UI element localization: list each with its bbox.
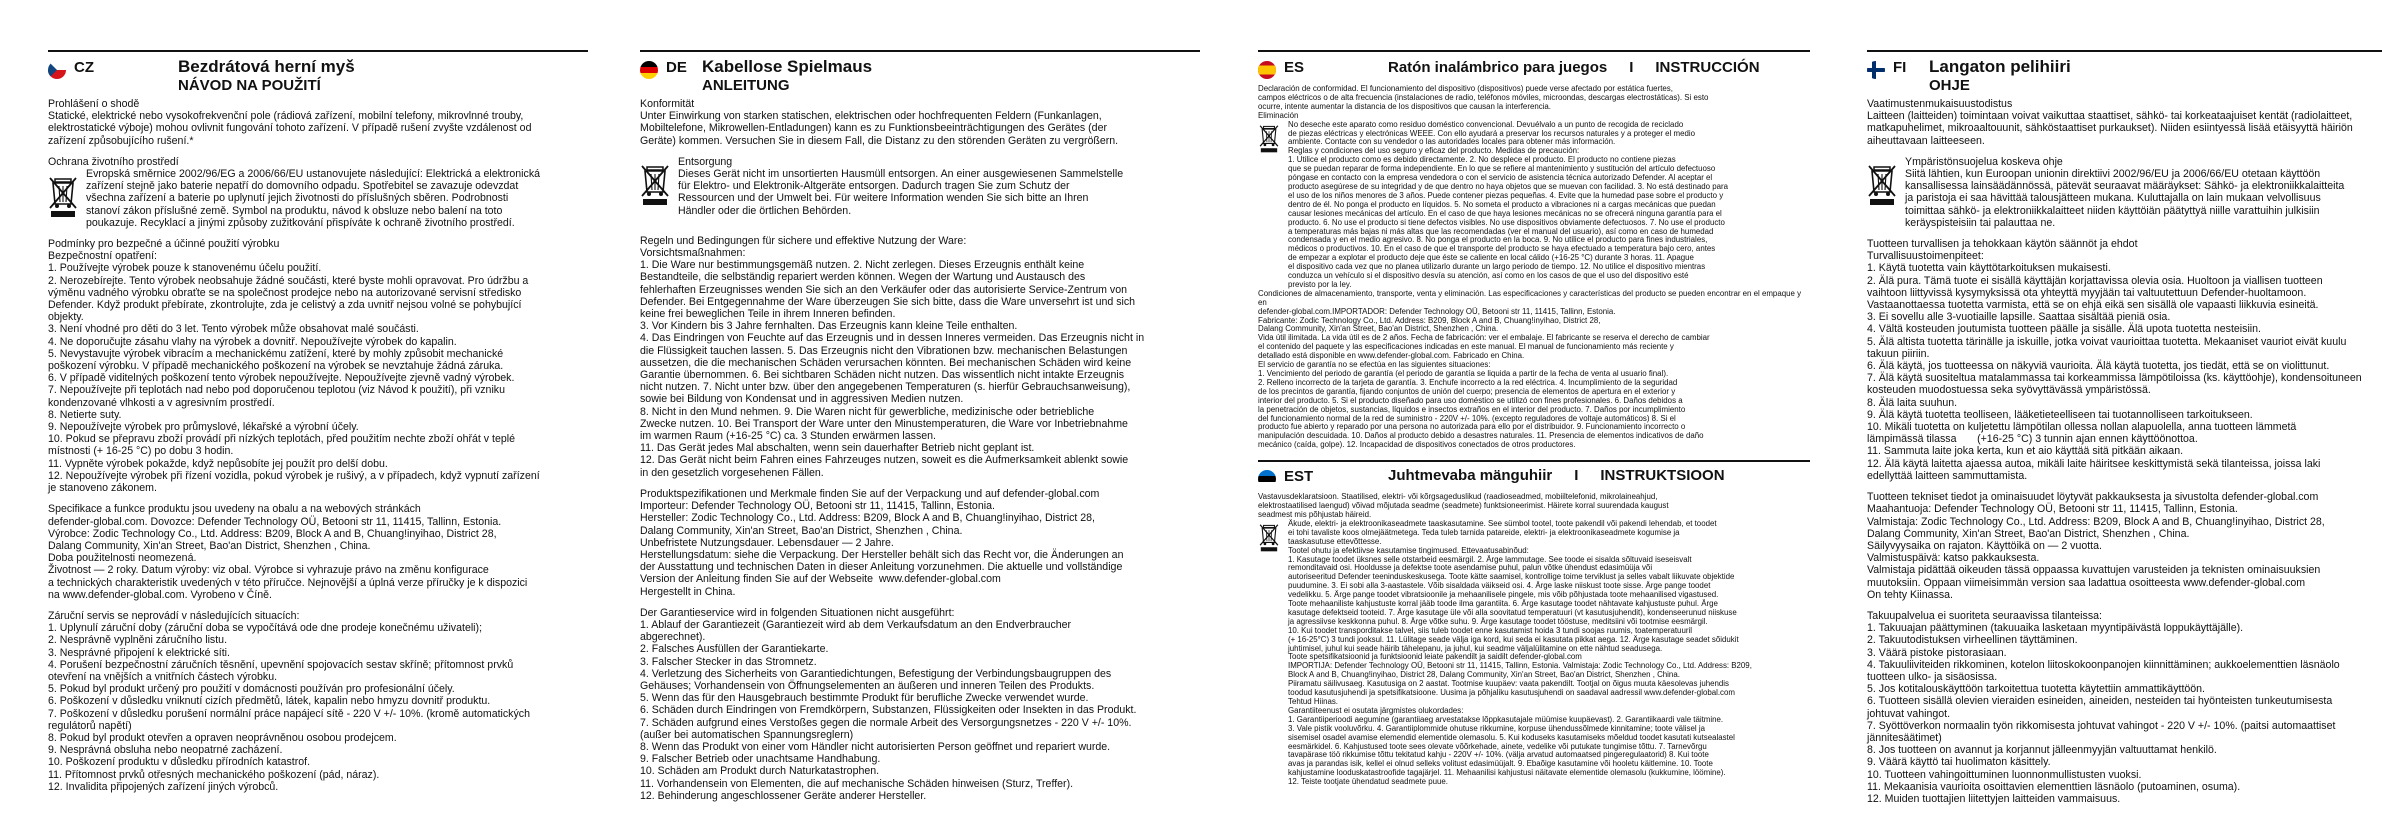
- crossed-out-bin-icon: [1867, 162, 1897, 206]
- safety-text: Regeln und Bedingungen für sichere und effektive Nutzung der Ware: Vorsichtsmaßnahmen: 1. Die Ware nur bestimmungsgemäß nutzen. 2. Nicht zerlegen. Dieses Erzeugnis enthält keine Bestandteile, die selbständig repariert werden können. Wegen der Wartung und Austausch des fehlerhaften Erzeugnisses wenden Sie sich an den Verkäufer oder das autorisierte Service-Zentrum von Defender. Bei Entgegennahme der Ware überzeugen Sie sich bitte, dass die Ware unversehrt ist und sich keine frei beweglichen Teile in ihrem Inneren befinden. 3. Vor Kindern bis 3 Jahre fernhalten. Das Erzeugnis kann kleine Teile enthalten. 4. Das Eindringen von Feuchte auf das Erzeugnis und in dessen Inneres vermeiden. Das Erzeugnis nicht in die Flüssigkeit tauchen lassen. 5. Das Erzeugnis nicht den Vibrationen bzw. mechanischen Belastungen aussetzen, die die mechanischen Schäden verursachen könnten. Bei mechanischen Schäden wird keine Garantie übernommen. 6. Bei sichtbaren Schäden nicht nutzen. Das wissentlich nicht intakte Erzeugnis nicht nutzen. 7. Nicht unter bzw. über den angegebenen Temperaturen (s. hierfür Gebrauchsanweisung), sowie bei Bildung von Kondensat und in aggressiven Medien nutzen. 8. Nicht in den Mund nehmen. 9. Die Waren nicht für gewerbliche, medizinische oder betriebliche Zwecke nutzen. 10. Bei Transport der Ware unter den Minustemperaturen, die Ware vor Inbetriebnahme im warmen Raum (+16-25 °C) ca. 3 Stunden erwärmen lassen. 11. Das Gerät jedes Mal abschalten, wenn sein dauerhafter Betrieb nicht geplant ist. 12. Das Gerät nicht beim Fahren eines Fahrzeuges nutzen, soweit es die Aufmerksamkeit ablenkt sowie in den gesetzlich vorgesehenen Fällen.: [640, 234, 1145, 479]
- crossed-out-bin-icon: [1258, 123, 1280, 153]
- environment-text: Evropská směrnice 2002/96/EG a 2006/66/EU ustanovujete následující: Elektrická a elektronická zařízení stejně jako baterie nepatří do domovního odpadu. Spotřebitel se zavazuje odevzdat všechna zařízení a baterie po uplynutí jejich životnosti do příslušných sběren. Podrobnosti stanoví zákon příslušné země. Symbol na produktu, návod k obsluze nebo balení na toto poukazuje. Recyklací a jinými způsoby zužitkování přispíváte k ochraně životního prostředí.: [86, 168, 541, 229]
- section-header: [48, 50, 588, 92]
- german-flag-icon: [640, 61, 658, 79]
- manual-subtitle: INSTRUKTSIOON: [1600, 467, 1725, 485]
- environment-text: Ympäristönsuojelua koskeva ohje Siitä lähtien, kun Euroopan unionin direktiivi 2002/96/EU ja 2006/66/EU otetaan käyttöön kansallisessa lainsäädännössä, pätevät seuraavat määräykset: Sähkö- ja elektroniikkalaitteita ja paristoja ei saa hävittää talousjätteen mukana. Kuluttajalla on lain mukaan velvollisuus toimittaa sähkö- ja elektroniikkalaitteet niiden käyttöiän päätyttyä niille varattuihin julkisiin keräyspisteisiin tai palauttaa ne.: [1905, 155, 2345, 229]
- specs-text: Produktspezifikationen und Merkmale finden Sie auf der Verpackung und auf defender-global.com Importeur: Defender Technology OÜ, Betooni str 11, 11415, Tallinn, Estonia. Hersteller: Zodic Technology Co., Ltd. Address: B209, Block A and B, Chuang!inyihao, District 28, Dalang Community, Xin'an Street, Bao'an District, Shenzhen , China. Unbefristete Nutzungsdauer. Lebensdauer — 2 Jahre. Herstellungsdatum: siehe die Verpackung. Der Hersteller behält sich das Recht vor, die Änderungen an der Ausstattung und technischen Daten in dieser Anleitung vorzunehmen. Die aktuelle und vollständige Version der Anleitung finden Sie auf der Webseite www.defender-global.com Hergestellt in China.: [640, 487, 1124, 598]
- section-body: [1258, 85, 1810, 450]
- title-line: [1388, 467, 1725, 484]
- product-title: Juhtmevaba mänguhiir: [1388, 467, 1553, 485]
- environment-block: [48, 168, 588, 229]
- section-cz: [48, 50, 588, 793]
- language-code: CZ: [74, 59, 94, 76]
- specs-text: Tuotteen tekniset tiedot ja ominaisuudet löytyvät pakkauksesta ja sivustolta defender-global.com Maahantuoja: Defender Technology OÜ, Betooni str 11, 11415, Tallinn, Estonia. Valmistaja: Zodic Technology Co., Ltd. Address: B209, Block A and B, Chuang!inyihao, District 28, Dalang Community, Xin'an Street, Bao'an District, Shenzhen , China. Säilyvyysaika on rajaton. Käyttöikä on — 2 vuotta. Valmistuspäivä: katso pakkauksesta. Valmistaja pidättää oikeuden tässä oppaassa kuvattujen varusteiden ja teknisten ominaisuuksien muutoksiin. Oppaan viimeisimmän version saa ladattua osoitteesta www.defender-global.com On tehty Kiinassa.: [1867, 491, 2325, 601]
- environment-heading: Ochrana životního prostředí: [48, 155, 179, 168]
- section-body-est: [1258, 493, 1810, 787]
- section-body: [1867, 98, 2365, 805]
- product-title: Bezdrátová herní myš: [178, 57, 355, 76]
- environment-block: [640, 156, 1200, 217]
- crossed-out-bin-icon: [640, 162, 670, 206]
- section-header: [1258, 50, 1810, 82]
- specs-warranty-text: Condiciones de almacenamiento, transporte, venta y eliminación. Las especificaciones y características del producto se pueden encontrar en el empaque y en defender-global.com.IMPORTADOR: Defender Technology OÜ, Betooni str 11, 11415, Tallinn, Estonia. Fabricante: Zodic Technology Co., Ltd. Address: B209, Block A and B, Chuang!inyihao, District 28, Dalang Community, Xin'an Street, Bao'an District, Shenzhen , China. Vida útil ilimitada. La vida útil es de 2 años. Fecha de fabricación: ver el embalaje. El fabricante se reserva el derecho de cambiar el contenido del paquete y las especificaciones indicadas en este manual. El manual de funcionamiento más reciente y detallado está disponible en www.defender-global.com. Fabricado en China. El servicio de garantía no se efectúa en las siguientes situaciones: 1. Vencimiento del periodo de garantía (el periodo de garantía se liquida a partir de la fecha de venta al usuario final). 2. Relleno incorrecto de la tarjeta de garantía. 3. Enchufe incorrecto a la red eléctrica. 4. Incumplimiento de la seguridad de los precintos de garantía, fijando conjuntos de unión del cuerpo; presencia de elementos de apertura en el exterior y interior del producto. 5. Si el producto diseñado para uso doméstico se utilizó con fines profesionales. 6. Daños debidos a la penetración de objetos, sustancias, líquidos e insectos extraños en el interior del producto. 7. Daños por incumplimiento del funcionamiento normal de la red de suministro - 220V +/- 10%. (excepto reguladores de voltaje automáticos) 8. Si el producto fue abierto y reparado por una persona no autorizada para ello por el distribuidor. 9. Funcionamiento incorrecto o manipulación descuidada. 10. Daños al producto debido a desastres naturales. 11. Presencia de elementos indicativos de daño mecánico (caída, golpe). 12. Incapacidad de dispositivos conectados de otros productores.: [1258, 288, 1802, 450]
- environment-text: Äkude, elektri- ja elektroonikaseadmete taaskasutamine. See sümbol tootel, toote pakendil või pakendi lehendab, et toodet ei tohi tavaliste koos olmejäätmetega. Teda tuleb tarnida patareide, elektri- ja elektroonikaseadmete kogumise ja taaskasutuse ettevõttesse. Tootel ohutu ja efektiivse kasutamise tingimused. Ettevaatusabinõud: 1. Kasutage toodet üksnes selle otstarbeid eesmärgil. 2. Ärge lammutage. See toode ei sisalda sõltuvaid iseseisvalt remonditavaid osi. Hooldusse ja defektse toote asendamise puhul, palun võtke ühendust edasimüüja või autoriseeritud Defender teeninduskeskusega. Toote kätte saamisel, kontrollige toime terviklust ja selles vabalt liikuvate objektide puudumine. 3. Ei sobi alla 3-aastastele. Võib sisaldada väikseid osi. 4. Ärge laske niiskust toote sisse. Ärge pange toodet vedelikku. 5. Ärge pange toodet vibratsioonile ja mehaanilisele pingele, mis võib põhjustada toote mehaanilised vigastused. Toote mehaaniliste kahjustuste korral jääb toode ilma garantiita. 6. Ärge kasutage toodet nähtavate kahjustuste puhul. Ärge kasutage defektseid tooteid. 7. Ärge kasutage üle või alla soovitatud temperatuuri (vt kasutusjuhendit), kondenseerunud niiskuse ja agressiivse keskkonna puhul. 8. Ärge võtke suhu. 9. Ärge kasutage toodet tööstuse, meditsiini või tootmise eesmärgil. 10. Kui toodet transporditakse talvel, siis tuleb toodet enne kasutamist hoida 3 tundi soojas ruumis, toatemperatuuril (+ 16-25°C) 3 tundi jooksul. 11. Lülitage seade välja iga kord, kui seda ei kasutata pikkat aega. 12. Ärge kasutage seadet sõidukit juhtimisel, juhul kui seade häirib tähelepanu, ja juhul, kui seadme väljalülitamine on ette nähtud seadusega. Toote spetsifikatsioonid ja funktsioonid leiate pakendilt ja saidilt defender-global.com IMPORTIJA: Defender Technology OÜ, Betooni str 11, 11415, Tallinn, Estonia. Valmistaja: Zodic Technology Co., Ltd. Address: B209, Block A and B, Chuang!inyihao, District 28, Dalang Community, Xin'an Street, Bao'an District, Shenzhen , China. Piiramatu säilivusaeg. Kasutusiga on 2 aastat. Tootmise kuupäev: vaata pakendilt. Tootjal on õigus muuta käesolevas juhendis toodud kasutusjuhendi ja spetsifikatsioone. Uusima ja põhjaliku kasutusjuhendi on saadaval aadressil www.defender-global.com Tehtud Hiinas. Garantiiteenust ei osutata järgmistes olukordades: 1. Garantiiperioodi aegumine (garantiiaeg arvestatakse lõppkasutajale müümise kuupäevast). 2. Garantiikaardi vale täitmine. 3. Vale pistik vooluvõrku. 4. Garantiiplommide ohutuse rikkumine, korpuse ühendussõlmede kinnitamine; toote välisel ja sisemisel osadel avamise elemendid elementide olemasolu. 5. Kui koduseks kasutamiseks mõeldud toodet kasutati kutsealastel eesmärkidel. 6. Kahjustused toote sees olevate võõrkehade, ainete, vedelike või putukate tungimise tõttu. 7. Tarnevõrgu tavapärase töö rikkumise tõttu tekitatud kahju - 220V +/- 10%. (välja arvatud automaatsed pingeregulaatorid) 8. Kui toote avas ja parandas isik, kellel ei olnud selleks volitust edasimüüjalt. 9. Ebaõige kasutamine või hooletu käitlemine. 10. Toote kahjustamine looduskatastroofide tagajärjel. 11. Mehaanilisi kahjustusi näitavate elementide olemasolu (kukkumine, löömine). 12. Teiste tootjate ühendatud seadmete puue.: [1288, 518, 1752, 787]
- section-header: [1867, 50, 2382, 92]
- manual-subtitle: OHJE: [1929, 77, 1970, 94]
- title-separator: I: [1574, 467, 1579, 485]
- section-es: [1258, 50, 1810, 787]
- section-header-est: [1258, 460, 1810, 490]
- language-code: FI: [1893, 59, 1907, 76]
- language-code: EST: [1284, 468, 1314, 486]
- environment-text: Entsorgung Dieses Gerät nicht im unsortierten Hausmüll entsorgen. An einer ausgewiesenen Sammelstelle für Elektro- und Elektronik-Altgeräte entsorgen. Dadurch tragen Sie zum Schutz der Ressourcen und der Umwelt bei. Für weitere Information wenden Sie sich bitte an Ihren Händler oder die örtlichen Behörden.: [678, 155, 1124, 217]
- crossed-out-bin-icon: [48, 174, 78, 218]
- crossed-out-bin-icon: [1258, 522, 1280, 552]
- title-separator: I: [1629, 59, 1634, 76]
- section-fi: [1867, 50, 2382, 805]
- environment-block: [1867, 156, 2365, 229]
- product-title: Ratón inalámbrico para juegos: [1388, 59, 1608, 76]
- product-title: Langaton pelihiiri: [1929, 57, 2071, 76]
- title-line: [1388, 59, 1760, 76]
- environment-block: [1258, 520, 1810, 787]
- warranty-text: Záruční servis se neprovádí v následujících situacích: 1. Uplynulí záruční doby (záruční doba se vypočítává ode dne prodeje konečnému uživateli); 2. Nesprávně vyplněni záručního listu. 3. Nesprávné připojení k elektrické síti. 4. Porušení bezpečnostní záručních těsnění, upevnění spojovacích sestav skříně; přítomnost prvků otevření na vnějších a vnitřních částech výrobku. 5. Pokud byl produkt určený pro použití v domácnosti používán pro profesionální účely. 6. Poškození v důsledku vniknutí cizích předmětů, látek, kapalin nebo hmyzu dovnitř produktu. 7. Poškození v důsledku porušení normální práce napájecí sítě - 220 V +/- 10%. (kromě automatických regulátorů napětí) 8. Pokud byl produkt otevřen a opraven neoprávněnou osobou prodejcem. 9. Nesprávná obsluha nebo neopatrné zacházení. 10. Poškození produktu v důsledku přírodních katastrof. 11. Přítomnost prvků otřesných mechanického poškození (pád, náraz). 12. Invalidita připojených zařízení jiných výrobců.: [48, 609, 530, 793]
- section-body: [640, 98, 1200, 802]
- conformity-text: Vastavusdeklaratsioon. Staatilised, elektri- või kõrgsageduslikud (raadioseadmed, mobiiltelefonid, mikrolaineahjud, elektrostaatilised laengud) võivad mõjutada seadme (seadmete) funktsioneerimist. Häirete korral suurendada kaugust seadmest mis põhjustab häireid.: [1258, 492, 1669, 519]
- section-body: [48, 98, 588, 793]
- environment-text: No deseche este aparato como residuo doméstico convencional. Devuélvalo a un punto de recogida de reciclado de piezas eléctricas y electrónicas WEEE. Con ello ayudará a preservar los recursos naturales y a proteger el medio ambiente. Contacte con su vendedor o las autoridades locales para obtener más información. Reglas y condiciones del uso seguro y eficaz del producto. Medidas de precaución: 1. Utilice el producto como es debido directamente. 2. No desplece el producto. El producto no contiene piezas que se puedan reparar de forma independiente. En lo que se refiere al mantenimiento y sustitución del artículo defectuoso póngase en contacto con la empresa vendedora o con el servicio de asistencia técnica autorizado Defender. Al aceptar el producto asegúrese de su integridad y de que dentro no haya objetos que se muevan con facilidad. 3. No está destinado para el uso de los niños menores de 3 años. Puede contener piezas pequeñas. 4. Evite que la humedad pase sobre el producto y dentro de él. No ponga el producto en líquidos. 5. No someta el producto a vibraciones ni a cargas mecánicas que puedan causar lesiones mecánicas del artículo. En el caso de que haya lesiones mecánicas no se ofrecerá ninguna garantía para el producto. 6. No use el producto si tiene defectos visibles. No use dispositivos obviamente defectuosos. 7. No use el producto a temperaturas más bajas ni más altas que las recomendadas (ver el manual del usuario), así como en caso de humedad condensada y en el medio agresivo. 8. No ponga el producto en la boca. 9. No utilice el producto para fines industriales, médicos o productivos. 10. En el caso de que el transporte del producto se haya efectuado a temperatura bajo cero, antes de empezar a explotar el producto deje que éste se caliente en local cálido (+16-25 °C) durante 3 horas. 11. Apague el dispositivo cada vez que no planea utilizarlo durante un largo periodo de tiempo. 12. No utilice el dispositivo mientras conduzca un vehículo si el dispositivo desvía su atención, así como en los casos de que el uso del dispositivo esté previsto por la ley.: [1288, 119, 1728, 289]
- czech-flag-icon: [48, 61, 66, 79]
- specs-text: Specifikace a funkce produktu jsou uvedeny na obalu a na webových stránkách defender-global.com. Dovozce: Defender Technology OÜ, Betooni str 11, 11415, Tallinn, Estonia. Výrobce: Zodic Technology Co., Ltd. Address: B209, Block A and B, Chuang!inyihao, District 28, Dalang Community, Xin'an Street, Bao'an District, Shenzhen , China. Doba použitelnosti neomezená. Životnost — 2 roky. Datum výroby: viz obal. Výrobce si vyhrazuje právo na změnu konfigurace a technických charakteristik uvedených v této příručce. Nejnovější a úplná verze příručky je k dispozici na www.defender-global.com. Vyrobeno v Číně.: [48, 503, 528, 601]
- conformity-text: Declaración de conformidad. El funcionamiento del dispositivo (dispositivos) puede verse afectado por estática fuertes, campos eléctricos o de alta frecuencia (instalaciones de radio, teléfonos móviles, microondas, descargas electrostáticas). Si esto ocurre, intente aumentar la distancia de los dispositivos que causan la interferencia. Eliminación: [1258, 84, 1709, 120]
- warranty-text: Takuupalvelua ei suoriteta seuraavissa tilanteissa: 1. Takuuajan päättyminen (takuuaika lasketaan myyntipäivästä loppukäyttäjälle). 2. Takuutodistuksen virheellinen täyttäminen. 3. Väärä pistoke pistorasiaan. 4. Takuuliiviteiden rikkominen, kotelon liitoskokoonpanojen kiinnittäminen; aukkoelementtien läsnäolo tuotteen ulko- ja sisäosissa. 5. Jos kotitalouskäyttöön tarkoitettua tuotetta käytettiin ammattikäyttöön. 6. Tuotteen sisällä olevien vieraiden esineiden, aineiden, nesteiden tai hyönteisten tunkeutumisesta johtuvat vahingot. 7. Syöttöverkon normaalin työn rikkomisesta johtuvat vahingot - 220 V +/- 10%. (paitsi automaattiset jännitesäätimet) 8. Jos tuotteen on avannut ja korjannut jälleenmyyjän valtuuttamat henkilö. 9. Väärä käyttö tai huolimaton käsittely. 10. Tuotteen vahingoittuminen luonnonmullistusten vuoksi. 11. Mekaanisia vaurioita osoittavien elementtien läsnäolo (putoaminen, osuma). 12. Muiden tuottajien liitettyjen laitteiden vammaisuus.: [1867, 609, 2340, 805]
- language-code: ES: [1284, 59, 1305, 76]
- section-de: [640, 50, 1200, 802]
- safety-text: Tuotteen turvallisen ja tehokkaan käytön säännöt ja ehdot Turvallisuustoimenpiteet: 1. Käytä tuotetta vain käyttötarkoituksen mukaisesti. 2. Älä pura. Tämä tuote ei sisällä käyttäjän korjattavissa olevia osia. Huoltoon ja viallisen tuotteen vaihtoon liittyvissä kysymyksissä ota yhteyttä myyjään tai valtuutettuun Defender-huoltamoon. Vastaanottaessa tuotetta varmista, että se on ehjä eikä sen sisällä ole vapaasti liikkuvia esineitä. 3. Ei sovellu alle 3-vuotiaille lapsille. Saattaa sisältää pieniä osia. 4. Vältä kosteuden joutumista tuotteen päälle ja sisälle. Älä upota tuotetta nesteisiin. 5. Älä altista tuotetta tärinälle ja iskuille, jotka voivat vaurioittaa tuotetta. Mekaaniset vauriot eivät kuulu takuun piiriin. 6. Älä käytä, jos tuotteessa on näkyviä vaurioita. Älä käytä tuotetta, jos tiedät, että se on violittunut. 7. Älä käytä suositeltua matalammassa tai korkeammissa lämpötiloissa (ks. käyttöohje), kondensoituneen kosteuden muodostuessa seka syövyttävässä ympäristössä. 8. Älä laita suuhun. 9. Älä käytä tuotetta teolliseen, lääketieteelliseen tai tuotannolliseen tarkoitukseen. 10. Mikäli tuotetta on kuljetettu lämpötilan ollessa nollan alapuolella, anna tuotteen lämmetä lämpimässä tilassa (+16-25 °C) 3 tunnin ajan ennen käyttöönottoa. 11. Sammuta laite joka kerta, kun et aio käyttää sitä pitkään aikaan. 12. Älä käytä laitetta ajaessa autoa, mikäli laite häiritsee keskittymistä sekä tilanteissa, joissa laki edellyttää laitteen sammuttamista.: [1867, 238, 2362, 482]
- conformity-text: Vaatimustenmukaisuustodistus Laitteen (laitteiden) toimintaan voivat vaikuttaa staattiset, sähkö- tai korkeataajuiset kentät (radiolaitteet, matkapuhelimet, mikroaaltouunit, sähköstaattiset purkaukset). Niiden esiintyessä lisää etäisyyttä häiriön aiheuttavaan laitteeseen.: [1867, 98, 2353, 147]
- language-code: DE: [666, 59, 687, 76]
- estonian-flag-icon: [1258, 470, 1276, 488]
- manual-subtitle: ANLEITUNG: [702, 77, 790, 94]
- conformity-text: Konformität Unter Einwirkung von starken statischen, elektrischen oder hochfrequenten Feldern (Funkanlagen, Mobiltelefone, Mikrowellen-Entladungen) kann es zu Funktionsbeeinträchtigungen des Gerätes (der Geräte) kommen. Versuchen Sie in diesem Fall, die Distanz zu den störenden Geräten zu vergrößern.: [640, 98, 1119, 147]
- product-title: Kabellose Spielmaus: [702, 57, 873, 76]
- spanish-flag-icon: [1258, 61, 1276, 79]
- warranty-text: Der Garantieservice wird in folgenden Situationen nicht ausgeführt: 1. Ablauf der Garantiezeit (Garantiezeit wird ab dem Verkaufsdatum an den Endverbraucher abgerechnet). 2. Falsches Ausfüllen der Garantiekarte. 3. Falscher Stecker in das Stromnetz. 4. Verletzung des Sicherheits von Garantiedichtungen, Befestigung der Verbindungsbaugruppen des Gehäuses; Vorhandensein von Öffnungselementen an äußeren und inneren Teilen des Produkts. 5. Wenn das für den Hausgebrauch bestimmte Produkt für berufliche Zwecke verwendet wurde. 6. Schäden durch Eindringen von Fremdkörpern, Substanzen, Flüssigkeiten oder Insekten in das Produkt. 7. Schäden aufgrund eines Verstoßes gegen die normale Arbeit des Versorgungsnetzes - 220 V +/- 10%. (außer bei automatischen Spannungsreglern) 8. Wenn das Produkt von einer vom Händler nicht autorisierten Person geöffnet und repariert wurde. 9. Falscher Betrieb oder unachtsame Handhabung. 10. Schäden am Produkt durch Naturkatastrophen. 11. Vorhandensein von Elementen, die auf mechanische Schäden hinweisen (Sturz, Treffer). 12. Behinderung angeschlossener Geräte anderer Hersteller.: [640, 606, 1137, 802]
- manual-subtitle: NÁVOD NA POUŽITÍ: [178, 77, 321, 94]
- section-header: [640, 50, 1200, 92]
- environment-block: [1258, 121, 1810, 290]
- conformity-text: Prohlášení o shodě Statické, elektrické nebo vysokofrekvenční pole (rádiová zařízení, mobilní telefony, mikrovlnné trouby, elektrostatické výboje) mohou ovlivnit fungování tohoto zařízení. V případě rušení zvyšte vzdálenost od zařízení způsobujícího rušení.*: [48, 98, 532, 147]
- manual-subtitle: INSTRUCCIÓN: [1655, 59, 1760, 76]
- finnish-flag-icon: [1867, 61, 1885, 79]
- safety-text: Podmínky pro bezpečné a účinné použití výrobku Bezpečnostní opatření: 1. Používejte výrobek pouze k stanovenému účelu použití. 2. Nerozebírejte. Tento výrobek neobsahuje žádné součásti, které byste mohli opravovat. Pro údržbu a výměnu vadného výrobku obraťte se na společnost prodejce nebo na autorizované servisní středisko Defender. Když produkt přebírate, zkontrolujte, zda je celistvý a zda uvnitř nejsou volné se pohybující objekty. 3. Není vhodné pro děti do 3 let. Tento výrobek může obsahovat malé součásti. 4. Ne doporučujte zásahu vlahy na výrobek a dovnitř. Nepoužívejte výrobek do kapalin. 5. Nevystavujte výrobek vibracím a mechanickému zatížení, které by mohly způsobit mechanické poškození výrobku. V případě mechanického poškození na výrobek se nevztahuje žádná záruka. 6. V případě viditelných poškození tento výrobek nepoužívejte. Nepoužívejte zjevně vadný výrobek. 7. Nepoužívejte při teplotách nad nebo pod doporučenou teplotou (viz Návod k použití), při vzniku kondenzované vlhkosti a v agresivním prostředí. 8. Netierte suty. 9. Nepoužívejte výrobek pro průmyslové, lékařské a výrobní účely. 10. Pokud se přepravu zboží provádí při nízkých teplotách, před použitím nechte zboží ohřát v teplé místnosti (+ 16-25 °C) po dobu 3 hodin. 11. Vypněte výrobek pokažde, když nepůsobíte jej použít pro delší dobu. 12. Nepoužívejte výrobek při řízení vozidla, pokud výrobek je rušivý, a v případech, když vypnutí zařízení je stanoveno zákonem.: [48, 238, 540, 495]
